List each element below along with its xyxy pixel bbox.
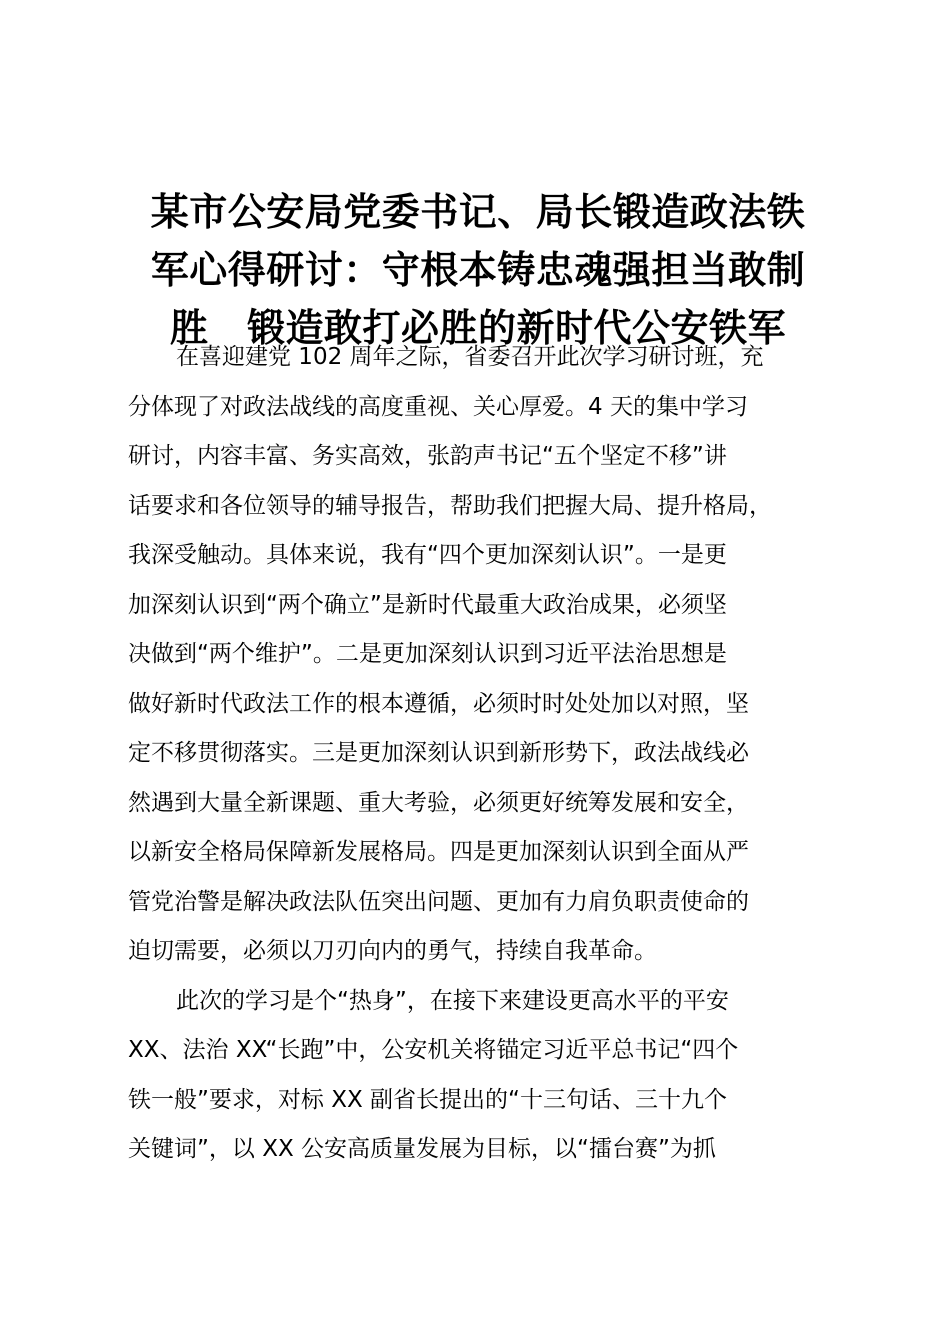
text-line: 迫切需要，必须以刀刃向内的勇气，持续自我革命。 [128,938,657,964]
text-line: 以新安全格局保障新发展格局。四是更加深刻认识到全面从严 [128,839,749,865]
text-line: 定不移贯彻落实。三是更加深刻认识到新形势下，政法战线必 [128,740,749,766]
text-line: 话要求和各位领导的辅导报告，帮助我们把握大局、提升格局， [128,492,772,519]
document-body [128,333,834,1175]
title-line: 胜 锻造敢打必胜的新时代公安铁军 [169,305,786,350]
text-line: XX、法治 XX“长跑”中，公安机关将锚定习近平总书记“四个 [128,1037,739,1063]
title-line: 某市公安局党委书记、局长锻造政法铁 [150,189,806,234]
text-line: 在喜迎建党 102 周年之际，省委召开此次学习研讨班，充 [176,344,764,370]
text-line: 铁一般”要求，对标 XX 副省长提出的“十三句话、三十九个 [128,1086,727,1113]
text-line: 分体现了对政法战线的高度重视、关心厚爱。4 天的集中学习 [128,393,748,420]
text-line: 此次的学习是个“热身”，在接下来建设更高水平的平安 [176,987,729,1014]
paragraph-2 [128,977,834,1175]
text-line: 研讨，内容丰富、务实高效，张韵声书记“五个坚定不移”讲 [128,443,727,469]
text-line: 我深受触动。具体来说，我有“四个更加深刻认识”。一是更 [128,542,727,568]
paragraph-1 [128,333,834,977]
text-line: 然遇到大量全新课题、重大考验，必须更好统筹发展和安全， [128,789,749,816]
text-line: 管党治警是解决政法队伍突出问题、更加有力肩负职责使命的 [128,888,749,915]
document-title [118,183,838,357]
text-line: 加深刻认识到“两个确立”是新时代最重大政治成果，必须坚 [128,591,727,618]
text-line: 做好新时代政法工作的根本遵循，必须时时处处加以对照，坚 [128,690,749,717]
title-line: 军心得研讨：守根本铸忠魂强担当敢制 [150,247,806,292]
text-line: 关键词”，以 XX 公安高质量发展为目标，以“擂台赛”为抓 [128,1136,716,1162]
text-line: 决做到“两个维护”。二是更加深刻认识到习近平法治思想是 [128,641,727,667]
